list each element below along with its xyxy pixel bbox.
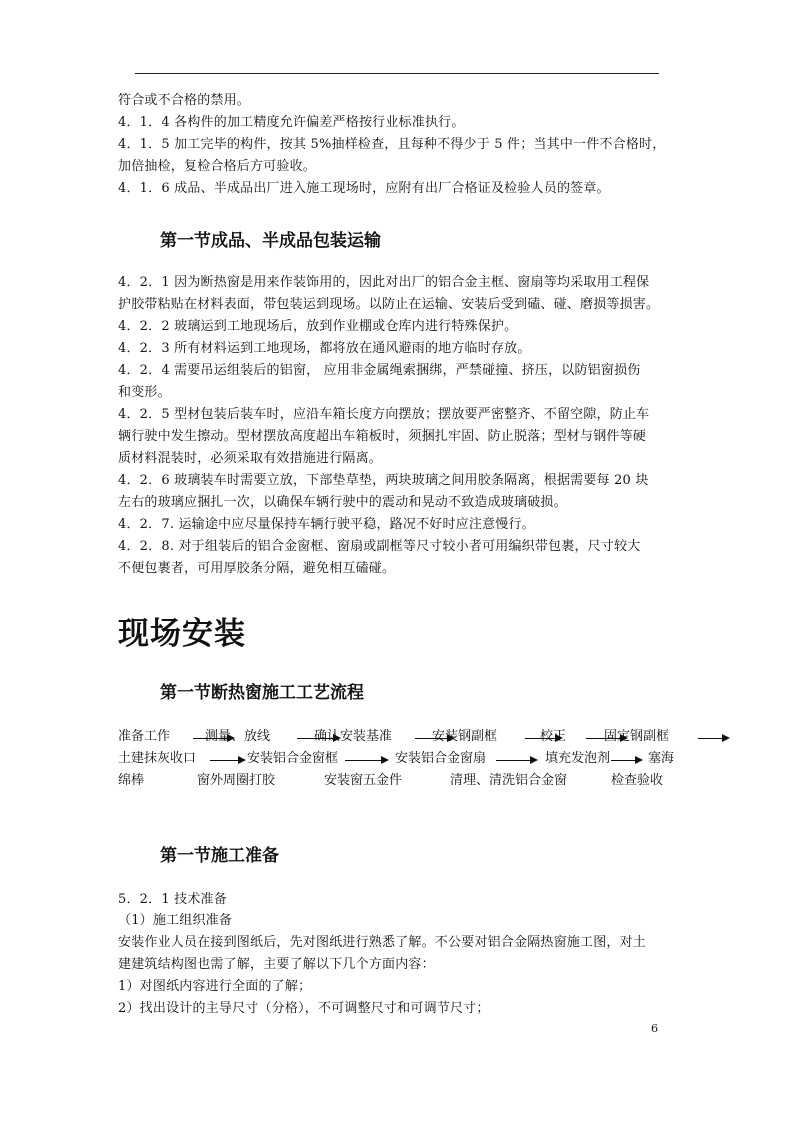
flow-step: 安装窗五金件 <box>324 773 403 788</box>
text-line: 护胶带粘贴在材料表面，带包装运到现场。以防止在运输、安装后受到磕、碰、磨损等损害。 <box>118 297 660 312</box>
flow-arrow <box>345 760 387 761</box>
text-line: 1）对图纸内容进行全面的了解； <box>118 979 312 994</box>
flow-step: 塞海 <box>648 751 675 766</box>
text-line: 4．2．4 需要吊运组装后的铝窗， 应用非金属绳索捆绑，严禁碰撞、挤压，以防铝窗损伤 <box>118 363 641 378</box>
flow-step: 填充发泡剂 <box>545 751 611 766</box>
chapter-title: 现场安装 <box>118 616 246 652</box>
flow-step: 窗外周圈打胶 <box>197 773 276 788</box>
text-line: 加倍抽检，复检合格后方可验收。 <box>118 159 317 174</box>
section-heading-packing: 第一节成品、半成品包装运输 <box>160 231 381 251</box>
flow-step: 清理、清洗铝合金窗 <box>450 773 568 788</box>
flow-step: 安装钢副框 <box>432 729 498 744</box>
text-line: 4．2．1 因为断热窗是用来作装饰用的，因此对出厂的铝合金主框、窗扇等均采取用工程保 <box>118 275 650 290</box>
text-line: 4．1．5 加工完毕的构件，按其 5%抽样检查，且每种不得少于 5 件；当其中一件不合格时， <box>118 137 666 152</box>
text-line: 4．2．8. 对于组装后的铝合金窗框、窗扇或副框等尺寸较小者可用编织带包裹，尺寸较大 <box>118 539 641 554</box>
flow-step: 安装铝合金窗框 <box>247 751 339 766</box>
flow-arrow <box>698 738 728 739</box>
text-line: 左右的玻璃应捆扎一次，以确保车辆行驶中的震动和晃动不致造成玻璃破损。 <box>118 495 567 510</box>
text-line: 4．1．6 成品、半成品出厂进入施工现场时，应附有出厂合格证及检验人员的签章。 <box>118 181 610 196</box>
header-rule <box>135 73 659 74</box>
flow-arrow <box>496 760 536 761</box>
text-line: 4．2．5 型材包装后装车时，应沿车箱长度方向摆放；摆放要严密整齐、不留空隙，防止车 <box>118 407 650 422</box>
page-number: 6 <box>651 1022 658 1035</box>
text-line: 5．2．1 技术准备 <box>118 892 227 907</box>
text-line: 质材料混装时，必须采取有效措施进行隔离。 <box>118 451 383 466</box>
text-line: （1）施工组织准备 <box>118 913 233 928</box>
text-line: 安装作业人员在接到图纸后，先对图纸进行熟悉了解。不公要对铝合金隔热窗施工图，对土 <box>118 935 647 950</box>
flow-step: 准备工作 <box>118 729 171 744</box>
text-line: 辆行驶中发生擦动。型材摆放高度超出车箱板时，须捆扎牢固、防止脱落；型材与钢件等硬 <box>118 429 647 444</box>
flow-arrow <box>611 760 641 761</box>
flow-step: 检查验收 <box>611 773 664 788</box>
text-line: 4．2．6 玻璃装车时需要立放，下部垫草垫，两块玻璃之间用胶条隔离，根据需要每 20 块 <box>118 473 649 488</box>
text-line: 4．1．4 各构件的加工精度允许偏差严格按行业标准执行。 <box>118 115 465 130</box>
text-line: 4．2．7. 运输途中应尽量保持车辆行驶平稳，路况不好时应注意慢行。 <box>118 517 535 532</box>
section-heading-prep: 第一节施工准备 <box>160 846 279 866</box>
flow-step: 固定钢副框 <box>604 729 670 744</box>
flow-step: 确认安装基准 <box>314 729 393 744</box>
section-heading-process: 第一节断热窗施工工艺流程 <box>160 683 364 703</box>
flow-arrow <box>210 760 244 761</box>
text-line: 4．2．2 玻璃运到工地现场后，放到作业棚或仓库内进行特殊保护。 <box>118 319 518 334</box>
text-line: 2）找出设计的主导尺寸（分格），不可调整尺寸和可调节尺寸； <box>118 1001 490 1016</box>
flow-step: 绵棒 <box>118 773 145 788</box>
text-line: 不便包裹者，可用厚胶条分隔，避免相互磕碰。 <box>118 561 396 576</box>
text-line: 和变形。 <box>118 385 171 400</box>
flow-step: 校正 <box>540 729 567 744</box>
flow-step: 土建抹灰收口 <box>118 751 197 766</box>
flow-step: 安装铝合金窗扇 <box>395 751 487 766</box>
text-line: 4．2．3 所有材料运到工地现场，都将放在通风避雨的地方临时存放。 <box>118 341 531 356</box>
text-line: 符合或不合格的禁用。 <box>118 93 251 108</box>
flow-step: 测量、放线 <box>205 729 271 744</box>
text-line: 建建筑结构图也需了解，主要了解以下几个方面内容： <box>118 957 435 972</box>
